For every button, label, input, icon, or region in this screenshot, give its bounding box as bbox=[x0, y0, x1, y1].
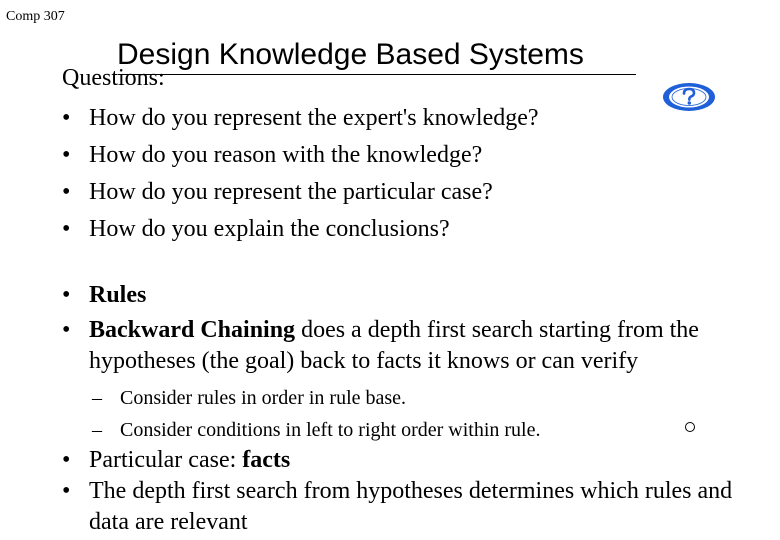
list-item bbox=[92, 382, 541, 414]
bullet: • bbox=[62, 105, 71, 131]
list-item bbox=[62, 315, 737, 377]
dash-marker: – bbox=[92, 387, 102, 409]
facts-term: facts bbox=[242, 447, 291, 473]
dash-marker: – bbox=[92, 419, 102, 441]
bullet: • bbox=[62, 282, 71, 308]
bullet: • bbox=[62, 478, 71, 504]
reasoning-list bbox=[62, 280, 737, 377]
backward-chaining-sublist bbox=[92, 382, 541, 446]
bullet: • bbox=[62, 216, 71, 242]
backward-chaining-term: Backward Chaining bbox=[89, 317, 296, 343]
questions-heading: Questions: bbox=[62, 65, 165, 91]
case-list bbox=[62, 445, 749, 538]
question-text: How do you reason with the knowledge? bbox=[89, 142, 483, 168]
question-mark-icon[interactable] bbox=[661, 81, 717, 113]
bullet: • bbox=[62, 447, 71, 473]
questions-list bbox=[62, 100, 539, 248]
slide-title: Design Knowledge Based Systems bbox=[117, 38, 584, 71]
list-item bbox=[62, 476, 749, 538]
bullet: • bbox=[62, 142, 71, 168]
list-item bbox=[62, 100, 539, 137]
bullet: • bbox=[62, 179, 71, 205]
particular-case-prefix: Particular case: bbox=[89, 447, 243, 473]
course-label: Comp 307 bbox=[6, 9, 65, 24]
depth-first-text: The depth first search from hypotheses determines which rules and data are relevant bbox=[89, 478, 733, 535]
rules-text: Rules bbox=[89, 282, 147, 308]
list-item bbox=[62, 174, 539, 211]
question-text: How do you explain the conclusions? bbox=[89, 216, 450, 242]
sub-item-text: Consider conditions in left to right order within rule. bbox=[120, 419, 541, 441]
question-text: How do you represent the expert's knowledge? bbox=[89, 105, 539, 131]
circle-marker-icon bbox=[685, 422, 695, 432]
list-item bbox=[62, 280, 737, 311]
bullet: • bbox=[62, 317, 71, 343]
backward-chaining-description: does a depth first search starting from the hypotheses (the goal) back to facts it knows or can verify bbox=[89, 317, 699, 374]
list-item bbox=[62, 445, 749, 476]
title-underline bbox=[118, 74, 636, 75]
sub-item-text: Consider rules in order in rule base. bbox=[120, 387, 407, 409]
list-item bbox=[62, 137, 539, 174]
list-item bbox=[62, 211, 539, 248]
question-text: How do you represent the particular case? bbox=[89, 179, 493, 205]
list-item bbox=[92, 414, 541, 446]
